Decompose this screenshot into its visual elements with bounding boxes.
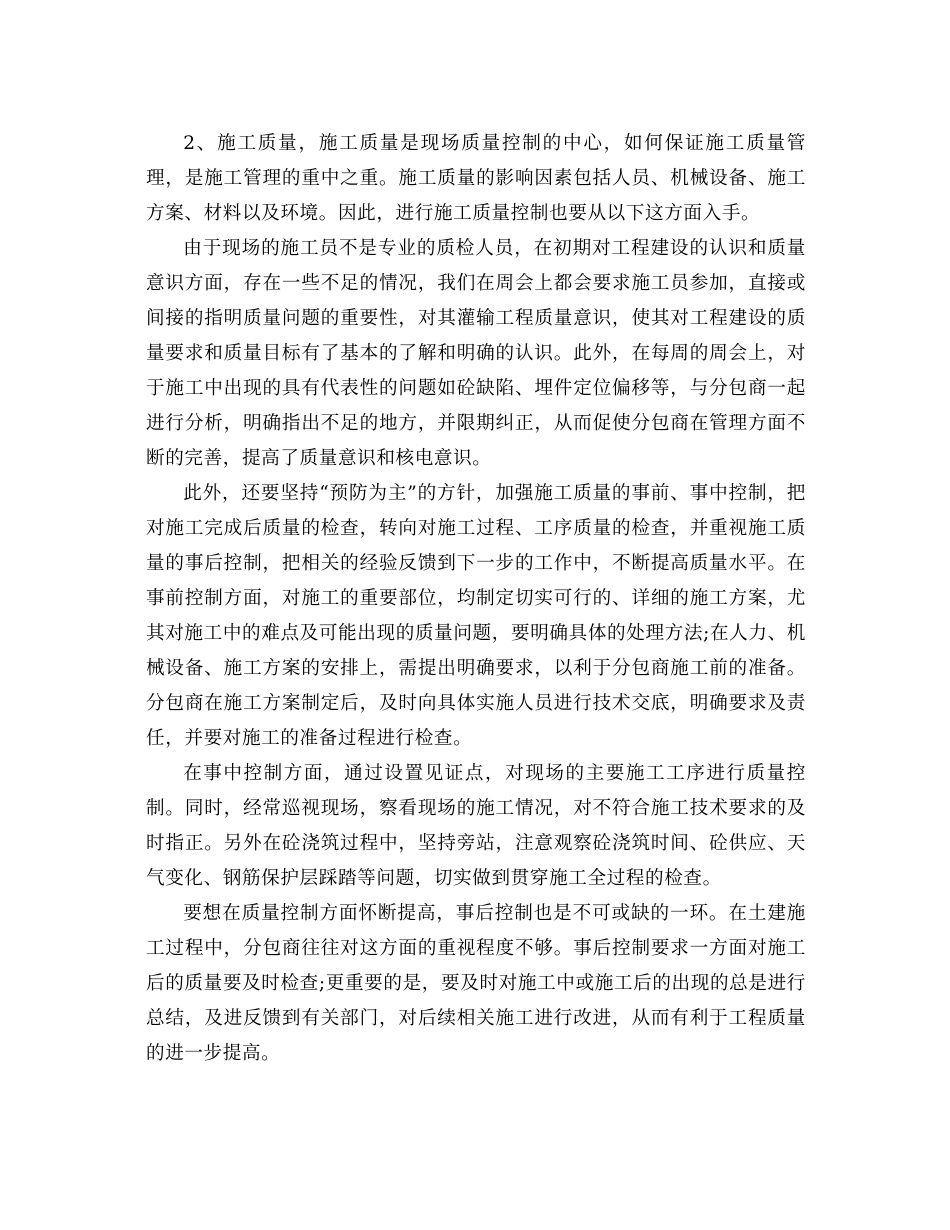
paragraph-construction-quality: 2、施工质量，施工质量是现场质量控制的中心，如何保证施工质量管理，是施工管理的重中之重。施工质量的影响因素包括人员、机械设备、施工方案、材料以及环境。因此，进行施工质量控制也要从以下这方面入手。 (146, 133, 806, 224)
paragraph-quality-awareness: 由于现场的施工员不是专业的质检人员，在初期对工程建设的认识和质量意识方面，存在一些不足的情况，我们在周会上都会要求施工员参加，直接或间接的指明质量问题的重要性，对其灌输工程质量意识，使其对工程建设的质量要求和质量目标有了基本的了解和明确的认识。此外，在每周的周会上，对于施工中出现的具有代表性的问题如砼缺陷、埋件定位偏移等，与分包商一起进行分析，明确指出不足的地方，并限期纠正，从而促使分包商在管理方面不断的完善，提高了质量意识和核电意识。 (146, 238, 806, 469)
paragraph-prevention-control: 此外，还要坚持“预防为主”的方针，加强施工质量的事前、事中控制，把对施工完成后质量的检查，转向对施工过程、工序质量的检查，并重视施工质量的事后控制，把相关的经验反馈到下一步的工作中，不断提高质量水平。在事前控制方面，对施工的重要部位，均制定切实可行的、详细的施工方案，尤其对施工中的难点及可能出现的质量问题，要明确具体的处理方法;在人力、机械设备、施工方案的安排上，需提出明确要求，以利于分包商施工前的准备。分包商在施工方案制定后，及时向具体实施人员进行技术交底，明确要求及责任，并要对施工的准备过程进行检查。 (146, 483, 806, 749)
document-body (146, 126, 806, 1071)
paragraph-in-process-control: 在事中控制方面，通过设置见证点，对现场的主要施工工序进行质量控制。同时，经常巡视现场，察看现场的施工情况，对不符合施工技术要求的及时指正。另外在砼浇筑过程中，坚持旁站，注意观察砼浇筑时间、砼供应、天气变化、钢筋保护层踩踏等问题，切实做到贯穿施工全过程的检查。 (146, 763, 806, 889)
paragraph-post-control: 要想在质量控制方面怀断提高，事后控制也是不可或缺的一环。在土建施工过程中，分包商往往对这方面的重视程度不够。事后控制要求一方面对施工后的质量要及时检查;更重要的是，要及时对施工中或施工后的出现的总是进行总结，及进反馈到有关部门，对后续相关施工进行改进，从而有利于工程质量的进一步提高。 (146, 903, 806, 1064)
